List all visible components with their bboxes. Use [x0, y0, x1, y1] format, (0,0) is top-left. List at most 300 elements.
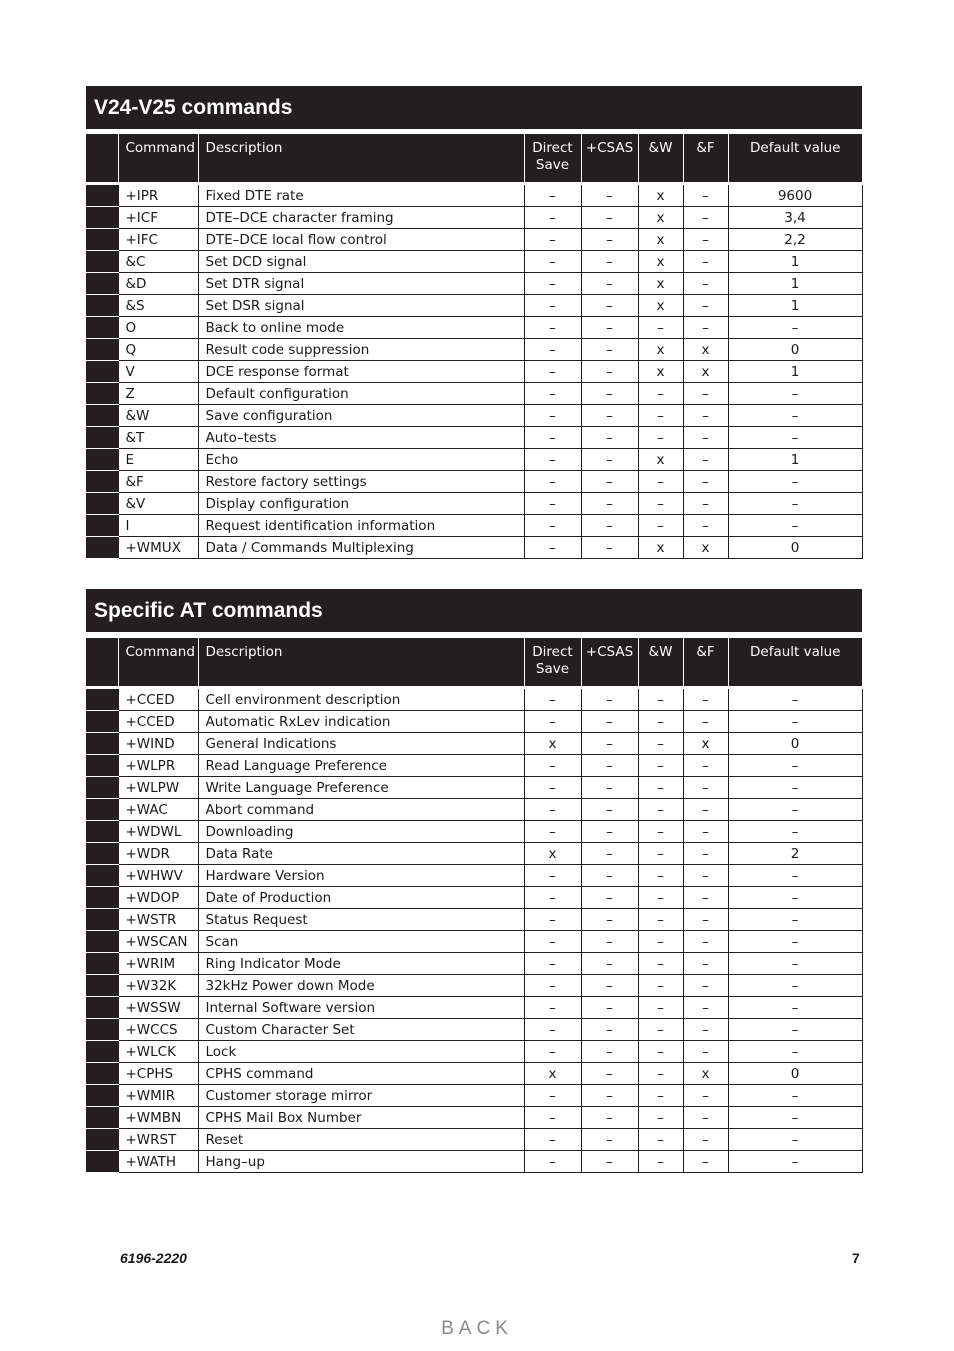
- cell-command: +WRST: [118, 1129, 198, 1151]
- cell-direct-save: –: [524, 537, 581, 559]
- cell-default-value: 9600: [728, 185, 862, 207]
- cell-default-value: –: [728, 405, 862, 427]
- cell-direct-save: –: [524, 1107, 581, 1129]
- table-row: [86, 887, 862, 909]
- cell-csas: –: [581, 975, 638, 997]
- table-row: [86, 975, 862, 997]
- cell-description: Write Language Preference: [198, 777, 524, 799]
- cell-direct-save: –: [524, 405, 581, 427]
- cell-csas: –: [581, 229, 638, 251]
- row-marker: [86, 515, 118, 537]
- cell-default-value: 0: [728, 339, 862, 361]
- cell-command: +W32K: [118, 975, 198, 997]
- cell-and-w: x: [638, 449, 683, 471]
- cell-and-f: –: [683, 471, 728, 493]
- cell-default-value: –: [728, 317, 862, 339]
- cell-csas: –: [581, 865, 638, 887]
- table-row: [86, 953, 862, 975]
- cell-csas: –: [581, 1129, 638, 1151]
- cell-command: +WSSW: [118, 997, 198, 1019]
- cell-and-f: –: [683, 931, 728, 953]
- row-marker: [86, 317, 118, 339]
- cell-and-w: –: [638, 1063, 683, 1085]
- cell-direct-save: –: [524, 515, 581, 537]
- cell-command: +WSTR: [118, 909, 198, 931]
- column-header-and-w: &W: [638, 134, 683, 182]
- cell-command: &V: [118, 493, 198, 515]
- cell-csas: –: [581, 755, 638, 777]
- cell-and-f: –: [683, 207, 728, 229]
- row-marker: [86, 1063, 118, 1085]
- column-header-command: Command: [118, 134, 198, 182]
- cell-and-w: –: [638, 997, 683, 1019]
- cell-and-w: x: [638, 295, 683, 317]
- cell-command: +WLPW: [118, 777, 198, 799]
- cell-default-value: –: [728, 799, 862, 821]
- table-row: [86, 711, 862, 733]
- cell-csas: –: [581, 1085, 638, 1107]
- cell-command: +CCED: [118, 689, 198, 711]
- cell-default-value: –: [728, 777, 862, 799]
- cell-default-value: –: [728, 689, 862, 711]
- row-marker: [86, 931, 118, 953]
- cell-csas: –: [581, 515, 638, 537]
- row-marker: [86, 953, 118, 975]
- cell-default-value: 1: [728, 295, 862, 317]
- cell-and-f: –: [683, 689, 728, 711]
- cell-command: &D: [118, 273, 198, 295]
- cell-csas: –: [581, 405, 638, 427]
- cell-description: Default configuration: [198, 383, 524, 405]
- cell-description: Read Language Preference: [198, 755, 524, 777]
- cell-and-f: –: [683, 405, 728, 427]
- cell-and-f: –: [683, 515, 728, 537]
- cell-csas: –: [581, 251, 638, 273]
- cell-and-f: –: [683, 711, 728, 733]
- row-marker: [86, 909, 118, 931]
- section-title-v24-v25: V24-V25 commands: [86, 86, 862, 129]
- cell-description: CPHS command: [198, 1063, 524, 1085]
- row-marker: [86, 711, 118, 733]
- section-title-specific-at: Specific AT commands: [86, 589, 862, 632]
- cell-description: Customer storage mirror: [198, 1085, 524, 1107]
- cell-default-value: 0: [728, 1063, 862, 1085]
- cell-default-value: –: [728, 383, 862, 405]
- column-header-description: Description: [198, 134, 524, 182]
- cell-direct-save: –: [524, 887, 581, 909]
- cell-csas: –: [581, 821, 638, 843]
- cell-and-w: x: [638, 273, 683, 295]
- cell-default-value: –: [728, 1129, 862, 1151]
- cell-csas: –: [581, 997, 638, 1019]
- row-marker: [86, 865, 118, 887]
- cell-and-w: –: [638, 1129, 683, 1151]
- cell-default-value: –: [728, 1041, 862, 1063]
- cell-csas: –: [581, 317, 638, 339]
- cell-direct-save: –: [524, 251, 581, 273]
- cell-command: &T: [118, 427, 198, 449]
- row-marker: [86, 383, 118, 405]
- cell-csas: –: [581, 493, 638, 515]
- cell-direct-save: –: [524, 975, 581, 997]
- cell-and-f: –: [683, 273, 728, 295]
- cell-description: Date of Production: [198, 887, 524, 909]
- table-row: [86, 449, 862, 471]
- cell-and-f: –: [683, 185, 728, 207]
- cell-and-f: –: [683, 843, 728, 865]
- row-marker: [86, 733, 118, 755]
- cell-and-w: –: [638, 887, 683, 909]
- cell-csas: –: [581, 931, 638, 953]
- cell-command: &S: [118, 295, 198, 317]
- cell-csas: –: [581, 273, 638, 295]
- cell-default-value: –: [728, 997, 862, 1019]
- cell-and-f: –: [683, 317, 728, 339]
- cell-and-f: –: [683, 427, 728, 449]
- cell-default-value: –: [728, 821, 862, 843]
- cell-and-f: –: [683, 755, 728, 777]
- column-header-and-f: &F: [683, 134, 728, 182]
- cell-description: Set DTR signal: [198, 273, 524, 295]
- table-row: [86, 821, 862, 843]
- cell-command: +WCCS: [118, 1019, 198, 1041]
- cell-and-f: –: [683, 887, 728, 909]
- header-spacer: [86, 134, 118, 182]
- cell-csas: –: [581, 427, 638, 449]
- table-row: [86, 1019, 862, 1041]
- cell-direct-save: –: [524, 909, 581, 931]
- cell-and-w: x: [638, 361, 683, 383]
- cell-csas: –: [581, 295, 638, 317]
- table-row: [86, 383, 862, 405]
- row-marker: [86, 185, 118, 207]
- table-row: [86, 273, 862, 295]
- cell-direct-save: –: [524, 339, 581, 361]
- cell-direct-save: –: [524, 493, 581, 515]
- table-row: [86, 777, 862, 799]
- row-marker: [86, 1019, 118, 1041]
- cell-direct-save: –: [524, 207, 581, 229]
- cell-direct-save: –: [524, 821, 581, 843]
- cell-description: Abort command: [198, 799, 524, 821]
- cell-direct-save: –: [524, 953, 581, 975]
- cell-direct-save: x: [524, 843, 581, 865]
- cell-and-w: x: [638, 251, 683, 273]
- cell-and-w: –: [638, 1085, 683, 1107]
- table-row: [86, 1085, 862, 1107]
- cell-csas: –: [581, 1063, 638, 1085]
- cell-direct-save: –: [524, 755, 581, 777]
- cell-and-f: –: [683, 251, 728, 273]
- cell-csas: –: [581, 843, 638, 865]
- cell-description: Cell environment description: [198, 689, 524, 711]
- row-marker: [86, 1085, 118, 1107]
- cell-and-w: x: [638, 339, 683, 361]
- cell-command: Z: [118, 383, 198, 405]
- cell-direct-save: –: [524, 931, 581, 953]
- table-row: [86, 229, 862, 251]
- cell-csas: –: [581, 1019, 638, 1041]
- table-row: [86, 1041, 862, 1063]
- cell-csas: –: [581, 383, 638, 405]
- cell-direct-save: –: [524, 865, 581, 887]
- cell-and-w: –: [638, 975, 683, 997]
- cell-and-w: –: [638, 317, 683, 339]
- cell-and-w: –: [638, 515, 683, 537]
- cell-direct-save: –: [524, 471, 581, 493]
- cell-and-f: –: [683, 1019, 728, 1041]
- table-row: [86, 909, 862, 931]
- cell-csas: –: [581, 207, 638, 229]
- cell-command: &W: [118, 405, 198, 427]
- table-row: [86, 931, 862, 953]
- row-marker: [86, 295, 118, 317]
- table-row: [86, 251, 862, 273]
- cell-default-value: –: [728, 1107, 862, 1129]
- cell-csas: –: [581, 909, 638, 931]
- table-row: [86, 339, 862, 361]
- page-number: 7: [852, 1250, 860, 1266]
- row-marker: [86, 843, 118, 865]
- cell-command: +WLCK: [118, 1041, 198, 1063]
- cell-and-f: –: [683, 997, 728, 1019]
- cell-and-f: –: [683, 229, 728, 251]
- cell-direct-save: –: [524, 1041, 581, 1063]
- cell-default-value: –: [728, 711, 862, 733]
- cell-csas: –: [581, 361, 638, 383]
- cell-csas: –: [581, 689, 638, 711]
- row-marker: [86, 975, 118, 997]
- table-row: [86, 515, 862, 537]
- cell-default-value: –: [728, 427, 862, 449]
- cell-description: Back to online mode: [198, 317, 524, 339]
- cell-default-value: 0: [728, 733, 862, 755]
- cell-default-value: –: [728, 865, 862, 887]
- cell-and-f: –: [683, 865, 728, 887]
- cell-and-w: x: [638, 185, 683, 207]
- row-marker: [86, 1107, 118, 1129]
- cell-and-w: x: [638, 229, 683, 251]
- table-row: [86, 471, 862, 493]
- cell-default-value: –: [728, 909, 862, 931]
- cell-and-f: –: [683, 975, 728, 997]
- cell-and-f: –: [683, 953, 728, 975]
- cell-csas: –: [581, 733, 638, 755]
- cell-command: &F: [118, 471, 198, 493]
- v24-v25-commands-table: [86, 134, 863, 559]
- table-row: [86, 207, 862, 229]
- table-row: [86, 689, 862, 711]
- column-header-direct-save: Direct Save: [524, 638, 581, 686]
- cell-command: +WIND: [118, 733, 198, 755]
- cell-description: Data Rate: [198, 843, 524, 865]
- table-row: [86, 733, 862, 755]
- cell-description: Request identification information: [198, 515, 524, 537]
- cell-and-w: –: [638, 1107, 683, 1129]
- cell-direct-save: –: [524, 997, 581, 1019]
- cell-direct-save: –: [524, 383, 581, 405]
- row-marker: [86, 361, 118, 383]
- cell-default-value: –: [728, 1019, 862, 1041]
- cell-command: &C: [118, 251, 198, 273]
- cell-csas: –: [581, 953, 638, 975]
- table-row: [86, 1129, 862, 1151]
- cell-description: Set DSR signal: [198, 295, 524, 317]
- row-marker: [86, 689, 118, 711]
- cell-and-w: –: [638, 493, 683, 515]
- cell-default-value: –: [728, 887, 862, 909]
- cell-default-value: –: [728, 953, 862, 975]
- cell-command: +WMIR: [118, 1085, 198, 1107]
- specific-at-commands-table: [86, 638, 863, 1173]
- cell-description: DTE–DCE local flow control: [198, 229, 524, 251]
- cell-and-w: –: [638, 755, 683, 777]
- cell-and-f: –: [683, 909, 728, 931]
- header-spacer: [86, 638, 118, 686]
- cell-command: +WDR: [118, 843, 198, 865]
- cell-csas: –: [581, 1107, 638, 1129]
- row-marker: [86, 251, 118, 273]
- column-header-and-w: &W: [638, 638, 683, 686]
- cell-direct-save: –: [524, 361, 581, 383]
- cell-description: Downloading: [198, 821, 524, 843]
- table-row: [86, 537, 862, 559]
- cell-csas: –: [581, 471, 638, 493]
- row-marker: [86, 339, 118, 361]
- cell-description: General Indications: [198, 733, 524, 755]
- cell-description: 32kHz Power down Mode: [198, 975, 524, 997]
- cell-csas: –: [581, 799, 638, 821]
- cell-and-f: –: [683, 449, 728, 471]
- row-marker: [86, 755, 118, 777]
- cell-direct-save: –: [524, 273, 581, 295]
- cell-command: +IPR: [118, 185, 198, 207]
- cell-and-w: –: [638, 1041, 683, 1063]
- cell-and-w: –: [638, 931, 683, 953]
- cell-description: Fixed DTE rate: [198, 185, 524, 207]
- cell-description: Save configuration: [198, 405, 524, 427]
- cell-direct-save: –: [524, 799, 581, 821]
- cell-and-w: –: [638, 427, 683, 449]
- cell-description: Display configuration: [198, 493, 524, 515]
- cell-command: O: [118, 317, 198, 339]
- cell-and-f: x: [683, 537, 728, 559]
- cell-direct-save: –: [524, 229, 581, 251]
- table-row: [86, 405, 862, 427]
- cell-csas: –: [581, 777, 638, 799]
- cell-command: +WSCAN: [118, 931, 198, 953]
- cell-and-f: –: [683, 1107, 728, 1129]
- cell-default-value: 1: [728, 449, 862, 471]
- cell-and-w: –: [638, 471, 683, 493]
- table-row: [86, 865, 862, 887]
- cell-default-value: 1: [728, 273, 862, 295]
- cell-default-value: 1: [728, 251, 862, 273]
- cell-and-f: –: [683, 1041, 728, 1063]
- cell-and-w: –: [638, 821, 683, 843]
- column-header-command: Command: [118, 638, 198, 686]
- cell-command: Q: [118, 339, 198, 361]
- cell-and-f: x: [683, 361, 728, 383]
- cell-description: CPHS Mail Box Number: [198, 1107, 524, 1129]
- cell-default-value: –: [728, 471, 862, 493]
- cell-and-w: –: [638, 1151, 683, 1173]
- cell-and-w: –: [638, 1019, 683, 1041]
- cell-command: +ICF: [118, 207, 198, 229]
- cell-and-f: –: [683, 1085, 728, 1107]
- table-row: [86, 185, 862, 207]
- row-marker: [86, 207, 118, 229]
- back-link[interactable]: BACK: [441, 1318, 513, 1339]
- table-row: [86, 295, 862, 317]
- cell-default-value: 2: [728, 843, 862, 865]
- cell-command: I: [118, 515, 198, 537]
- row-marker: [86, 427, 118, 449]
- cell-command: V: [118, 361, 198, 383]
- cell-and-w: x: [638, 537, 683, 559]
- cell-and-f: –: [683, 383, 728, 405]
- table-row: [86, 1107, 862, 1129]
- row-marker: [86, 887, 118, 909]
- cell-and-f: x: [683, 1063, 728, 1085]
- row-marker: [86, 493, 118, 515]
- cell-command: +WDWL: [118, 821, 198, 843]
- cell-and-f: –: [683, 799, 728, 821]
- cell-command: +CCED: [118, 711, 198, 733]
- cell-description: DCE response format: [198, 361, 524, 383]
- table-row: [86, 361, 862, 383]
- cell-and-w: –: [638, 689, 683, 711]
- row-marker: [86, 1129, 118, 1151]
- table-row: [86, 317, 862, 339]
- column-header-direct-save: Direct Save: [524, 134, 581, 182]
- cell-description: Lock: [198, 1041, 524, 1063]
- cell-and-w: –: [638, 711, 683, 733]
- cell-and-f: x: [683, 339, 728, 361]
- row-marker: [86, 229, 118, 251]
- row-marker: [86, 799, 118, 821]
- cell-command: +WRIM: [118, 953, 198, 975]
- table-row: [86, 997, 862, 1019]
- table-row: [86, 1151, 862, 1173]
- cell-default-value: 1: [728, 361, 862, 383]
- cell-description: Custom Character Set: [198, 1019, 524, 1041]
- cell-default-value: 3,4: [728, 207, 862, 229]
- row-marker: [86, 777, 118, 799]
- column-header-and-f: &F: [683, 638, 728, 686]
- cell-direct-save: x: [524, 733, 581, 755]
- document-code: 6196-2220: [120, 1250, 187, 1266]
- row-marker: [86, 449, 118, 471]
- cell-direct-save: –: [524, 711, 581, 733]
- cell-default-value: –: [728, 493, 862, 515]
- cell-direct-save: x: [524, 1063, 581, 1085]
- cell-and-w: –: [638, 799, 683, 821]
- cell-direct-save: –: [524, 317, 581, 339]
- cell-and-f: x: [683, 733, 728, 755]
- cell-description: Set DCD signal: [198, 251, 524, 273]
- cell-description: Reset: [198, 1129, 524, 1151]
- cell-default-value: –: [728, 1151, 862, 1173]
- table-row: [86, 1063, 862, 1085]
- cell-default-value: –: [728, 931, 862, 953]
- cell-default-value: –: [728, 755, 862, 777]
- cell-description: Data / Commands Multiplexing: [198, 537, 524, 559]
- cell-description: Result code suppression: [198, 339, 524, 361]
- cell-direct-save: –: [524, 777, 581, 799]
- cell-command: +WMBN: [118, 1107, 198, 1129]
- cell-and-f: –: [683, 1151, 728, 1173]
